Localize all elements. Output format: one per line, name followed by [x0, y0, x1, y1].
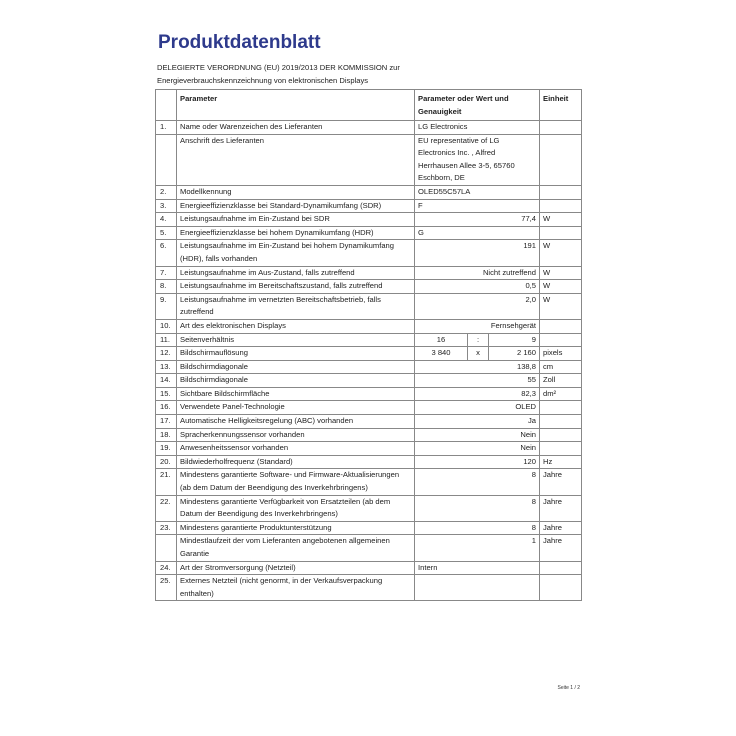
- table-header-row: [156, 90, 582, 121]
- row-unit: [540, 401, 582, 415]
- row-unit: W: [540, 266, 582, 280]
- row-unit: Jahre: [540, 495, 582, 521]
- row-parameter: Leistungsaufnahme im Ein-Zustand bei hohem Dynamikumfang (HDR), falls vorhanden: [177, 240, 415, 266]
- row-value: 138,8: [415, 360, 540, 374]
- row-value: Fernsehgerät: [415, 319, 540, 333]
- row-value: OLED: [415, 401, 540, 415]
- row-value: [415, 333, 540, 347]
- row-unit: W: [540, 293, 582, 319]
- table-row: [156, 428, 582, 442]
- row-unit: [540, 428, 582, 442]
- row-number: 8.: [156, 280, 177, 294]
- row-unit: [540, 121, 582, 135]
- value-part-a: 16: [436, 334, 446, 344]
- row-parameter: Modellkennung: [177, 185, 415, 199]
- row-parameter: Bildschirmdiagonale: [177, 374, 415, 388]
- row-parameter: Verwendete Panel-Technologie: [177, 401, 415, 415]
- row-number: 2.: [156, 185, 177, 199]
- table-row: [156, 401, 582, 415]
- row-parameter: Energieeffizienzklasse bei Standard-Dynamikumfang (SDR): [177, 199, 415, 213]
- row-parameter: Bildschirmdiagonale: [177, 360, 415, 374]
- row-number: 3.: [156, 199, 177, 213]
- table-row: [156, 347, 582, 361]
- table-row: [156, 455, 582, 469]
- datasheet-table: [155, 89, 582, 601]
- table-row: [156, 374, 582, 388]
- row-unit: [540, 442, 582, 456]
- value-part-b: 9: [531, 334, 536, 344]
- row-number: 25.: [156, 575, 177, 601]
- table-row: [156, 226, 582, 240]
- table-row: [156, 266, 582, 280]
- row-unit: W: [540, 213, 582, 227]
- page-title: Produktdatenblatt: [158, 32, 321, 53]
- header-value: Parameter oder Wert und Genauigkeit: [415, 90, 540, 121]
- table-row: [156, 387, 582, 401]
- table-row: [156, 121, 582, 135]
- row-number: 12.: [156, 347, 177, 361]
- page-number: Seite 1 / 2: [557, 685, 580, 691]
- row-unit: dm²: [540, 387, 582, 401]
- row-value: Ja: [415, 415, 540, 429]
- row-value: 2,0: [415, 293, 540, 319]
- row-value: F: [415, 199, 540, 213]
- row-number: 5.: [156, 226, 177, 240]
- row-value: [415, 347, 540, 361]
- datasheet-page: [150, 26, 586, 706]
- row-parameter: Anwesenheitssensor vorhanden: [177, 442, 415, 456]
- row-value: 8: [415, 521, 540, 535]
- table-row: [156, 333, 582, 347]
- table-row: [156, 521, 582, 535]
- row-unit: [540, 199, 582, 213]
- row-number: 4.: [156, 213, 177, 227]
- row-value: 191: [415, 240, 540, 266]
- header-parameter: Parameter: [177, 90, 415, 121]
- row-parameter: Art der Stromversorgung (Netzteil): [177, 561, 415, 575]
- row-value: LG Electronics: [415, 121, 540, 135]
- table-row: [156, 134, 582, 185]
- row-parameter: Art des elektronischen Displays: [177, 319, 415, 333]
- row-parameter: Anschrift des Lieferanten: [177, 134, 415, 185]
- row-unit: [540, 319, 582, 333]
- row-number: 15.: [156, 387, 177, 401]
- table-row: [156, 360, 582, 374]
- row-parameter: Externes Netzteil (nicht genormt, in der Verkaufsverpackung enthalten): [177, 575, 415, 601]
- table-row: [156, 575, 582, 601]
- row-value: 82,3: [415, 387, 540, 401]
- row-value: Nicht zutreffend: [415, 266, 540, 280]
- row-parameter: Leistungsaufnahme im Ein-Zustand bei SDR: [177, 213, 415, 227]
- value-separator: x: [467, 347, 489, 360]
- row-unit: [540, 415, 582, 429]
- row-value: Nein: [415, 428, 540, 442]
- row-parameter: Mindestlaufzeit der vom Lieferanten angebotenen allgemeinen Garantie: [177, 535, 415, 561]
- row-unit: [540, 134, 582, 185]
- row-value: 8: [415, 469, 540, 495]
- row-number: [156, 134, 177, 185]
- row-unit: [540, 226, 582, 240]
- row-parameter: Energieeffizienzklasse bei hohem Dynamikumfang (HDR): [177, 226, 415, 240]
- table-row: [156, 319, 582, 333]
- row-parameter: Leistungsaufnahme im vernetzten Bereitschaftsbetrieb, falls zutreffend: [177, 293, 415, 319]
- table-row: [156, 293, 582, 319]
- row-value: OLED55C57LA: [415, 185, 540, 199]
- row-number: 7.: [156, 266, 177, 280]
- row-number: 19.: [156, 442, 177, 456]
- row-number: 24.: [156, 561, 177, 575]
- table-row: [156, 442, 582, 456]
- row-number: 17.: [156, 415, 177, 429]
- table-row: [156, 561, 582, 575]
- row-number: 1.: [156, 121, 177, 135]
- row-number: 21.: [156, 469, 177, 495]
- table-row: [156, 185, 582, 199]
- row-number: 18.: [156, 428, 177, 442]
- row-parameter: Mindestens garantierte Produktunterstützung: [177, 521, 415, 535]
- row-unit: Zoll: [540, 374, 582, 388]
- row-value: 0,5: [415, 280, 540, 294]
- table-row: [156, 495, 582, 521]
- regulation-line-2: Energieverbrauchskennzeichnung von elektronischen Displays: [157, 76, 369, 85]
- row-parameter: Seitenverhältnis: [177, 333, 415, 347]
- row-unit: Jahre: [540, 521, 582, 535]
- row-value: 120: [415, 455, 540, 469]
- row-parameter: Sichtbare Bildschirmfläche: [177, 387, 415, 401]
- row-number: 16.: [156, 401, 177, 415]
- row-unit: W: [540, 280, 582, 294]
- row-unit: [540, 185, 582, 199]
- row-number: [156, 535, 177, 561]
- header-num: [156, 90, 177, 121]
- row-unit: [540, 333, 582, 347]
- row-number: 23.: [156, 521, 177, 535]
- row-value: 1: [415, 535, 540, 561]
- row-number: 13.: [156, 360, 177, 374]
- row-number: 11.: [156, 333, 177, 347]
- value-separator: :: [467, 334, 489, 347]
- table-row: [156, 469, 582, 495]
- row-unit: cm: [540, 360, 582, 374]
- row-unit: Hz: [540, 455, 582, 469]
- row-number: 9.: [156, 293, 177, 319]
- table-row: [156, 535, 582, 561]
- row-parameter: Spracherkennungssensor vorhanden: [177, 428, 415, 442]
- row-number: 22.: [156, 495, 177, 521]
- row-value: G: [415, 226, 540, 240]
- row-value: [415, 575, 540, 601]
- table-row: [156, 415, 582, 429]
- value-part-a: 3 840: [431, 348, 451, 358]
- row-parameter: Bildschirmauflösung: [177, 347, 415, 361]
- row-number: 6.: [156, 240, 177, 266]
- row-unit: Jahre: [540, 535, 582, 561]
- row-parameter: Bildwiederholfrequenz (Standard): [177, 455, 415, 469]
- value-part-b: 2 160: [516, 348, 536, 358]
- row-value: 55: [415, 374, 540, 388]
- row-value: EU representative of LG Electronics Inc. , Alfred Herrhausen Allee 3-5, 65760 Eschborn, DE: [415, 134, 540, 185]
- row-number: 20.: [156, 455, 177, 469]
- table-row: [156, 280, 582, 294]
- row-parameter: Automatische Helligkeitsregelung (ABC) vorhanden: [177, 415, 415, 429]
- row-unit: W: [540, 240, 582, 266]
- row-unit: [540, 575, 582, 601]
- row-value: 8: [415, 495, 540, 521]
- row-parameter: Name oder Warenzeichen des Lieferanten: [177, 121, 415, 135]
- row-unit: [540, 561, 582, 575]
- header-unit: Einheit: [540, 90, 582, 121]
- row-number: 14.: [156, 374, 177, 388]
- row-parameter: Mindestens garantierte Verfügbarkeit von Ersatzteilen (ab dem Datum der Beendigung des Inverkehrbringens): [177, 495, 415, 521]
- row-unit: pixels: [540, 347, 582, 361]
- table-row: [156, 213, 582, 227]
- row-value: Nein: [415, 442, 540, 456]
- table-row: [156, 240, 582, 266]
- row-parameter: Leistungsaufnahme im Aus-Zustand, falls zutreffend: [177, 266, 415, 280]
- row-parameter: Mindestens garantierte Software- und Firmware-Aktualisierungen (ab dem Datum der Beendigung des Inverkehrbringens): [177, 469, 415, 495]
- table-row: [156, 199, 582, 213]
- row-number: 10.: [156, 319, 177, 333]
- regulation-line-1: DELEGIERTE VERORDNUNG (EU) 2019/2013 DER KOMMISSION zur: [157, 63, 400, 72]
- row-parameter: Leistungsaufnahme im Bereitschaftszustand, falls zutreffend: [177, 280, 415, 294]
- row-value: 77,4: [415, 213, 540, 227]
- row-unit: Jahre: [540, 469, 582, 495]
- row-value: Intern: [415, 561, 540, 575]
